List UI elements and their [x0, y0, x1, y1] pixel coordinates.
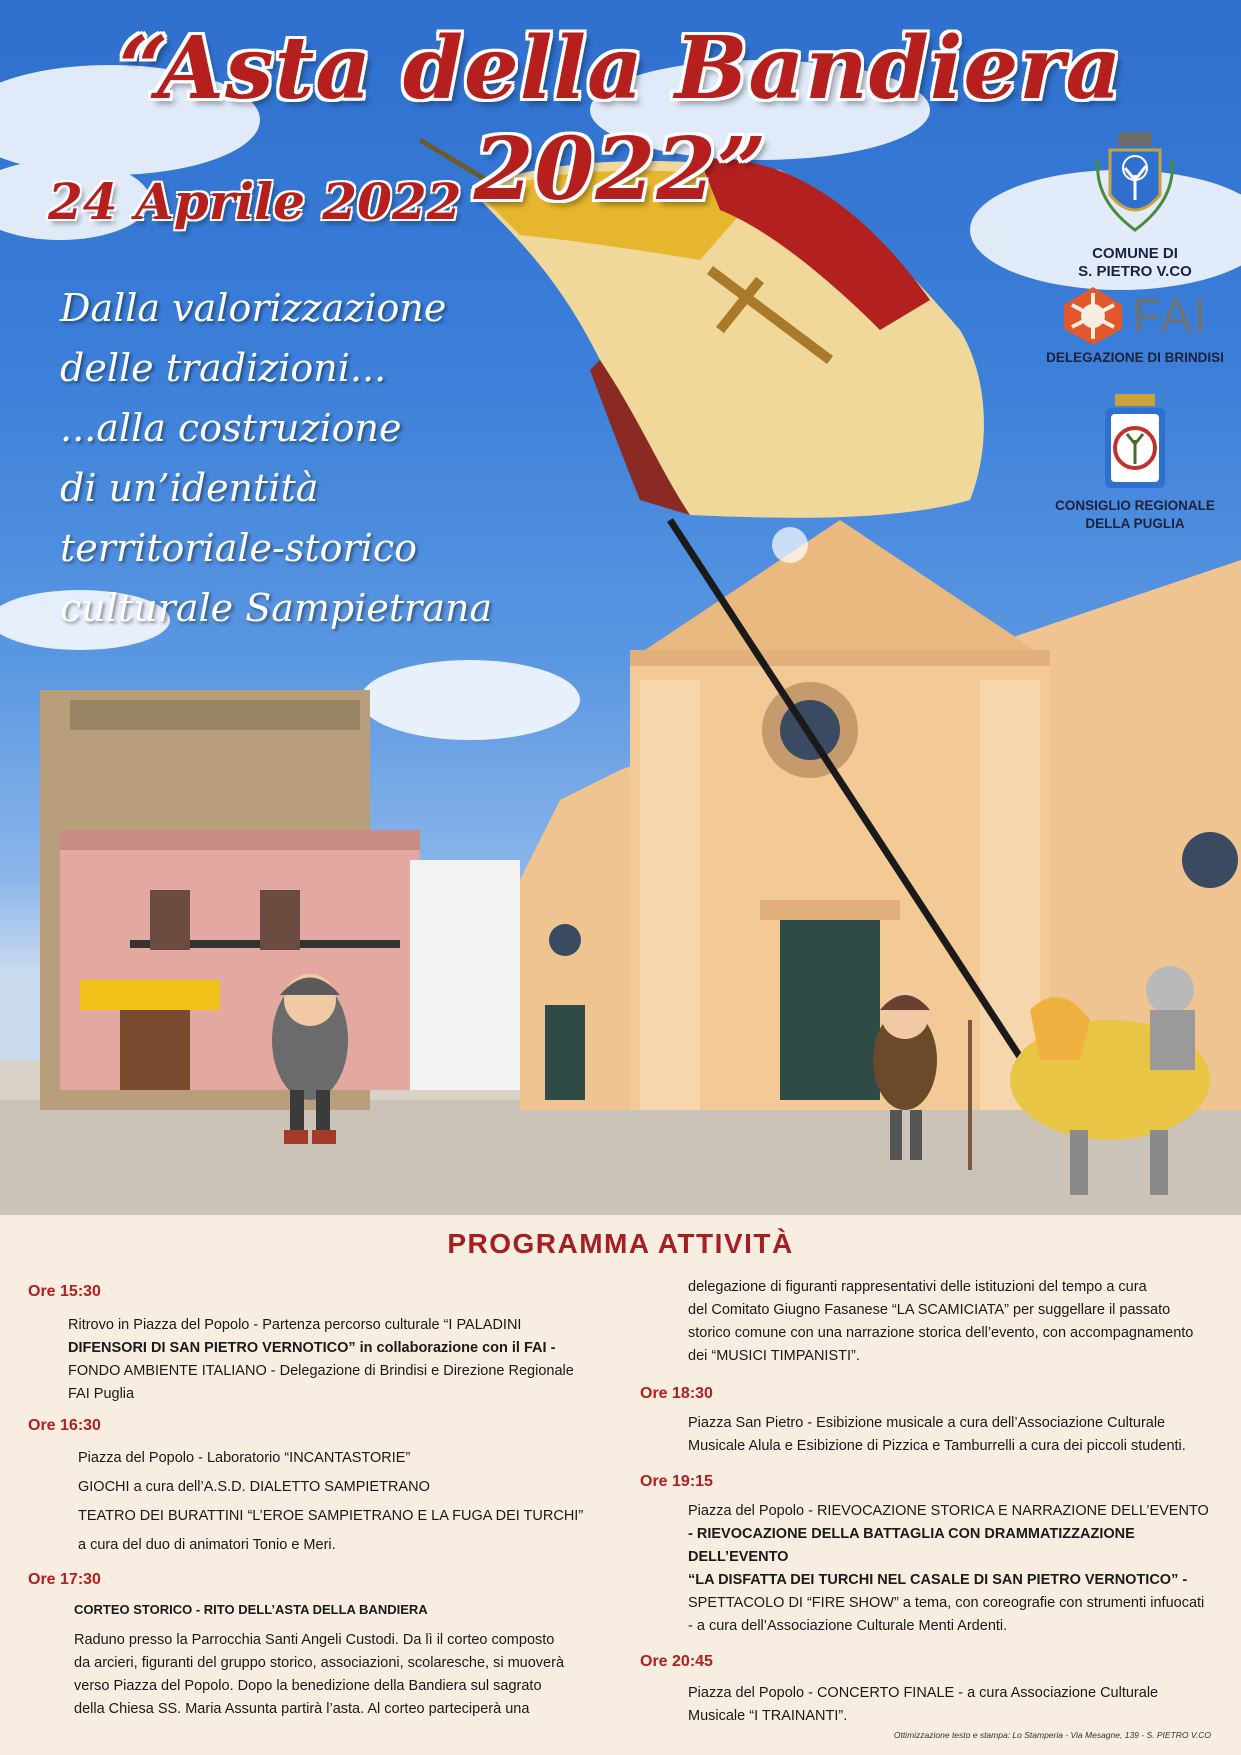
- schedule-time: Ore 18:30: [640, 1385, 713, 1402]
- schedule-line: delegazione di figuranti rappresentativi delle istituzioni del tempo a cura: [688, 1279, 1147, 1295]
- schedule-line: - RIEVOCAZIONE DELLA BATTAGLIA CON DRAMMATIZZAZIONE DELL’EVENTO: [688, 1526, 1135, 1565]
- schedule-line: - a cura dell’Associazione Culturale Menti Ardenti.: [688, 1618, 1008, 1634]
- schedule-line: GIOCHI a cura dell’A.S.D. DIALETTO SAMPIETRANO: [78, 1479, 430, 1495]
- schedule-line: del Comitato Giugno Fasanese “LA SCAMICIATA” per suggellare il passato: [688, 1302, 1171, 1318]
- schedule-item: [28, 1414, 608, 1560]
- tagline-line: Dalla valorizzazione: [60, 286, 447, 330]
- schedule-line: Ritrovo in Piazza del Popolo - Partenza percorso culturale “I PALADINI: [68, 1317, 522, 1333]
- program-right-column: [640, 1276, 1220, 1736]
- schedule-item: [640, 1470, 1220, 1638]
- schedule-line: FAI Puglia: [68, 1386, 135, 1402]
- schedule-line: Piazza del Popolo - CONCERTO FINALE - a cura Associazione Culturale: [688, 1685, 1159, 1701]
- white-building: [410, 860, 520, 1090]
- regione-logo-block: [1040, 392, 1230, 533]
- schedule-line: Piazza del Popolo - RIEVOCAZIONE STORICA E NARRAZIONE DELL’EVENTO: [688, 1503, 1209, 1519]
- fai-logo-block: [1040, 285, 1230, 367]
- regione-caption: CONSIGLIO REGIONALE DELLA PUGLIA: [1055, 498, 1215, 531]
- tagline-line: ...alla costruzione: [60, 406, 402, 450]
- comune-logo-block: [1040, 130, 1230, 281]
- schedule-time: Ore 16:30: [28, 1417, 101, 1434]
- schedule-line: Musicale “I TRAINANTI”.: [688, 1708, 848, 1724]
- schedule-line: CORTEO STORICO - RITO DELL’ASTA DELLA BANDIERA: [74, 1602, 428, 1617]
- fai-logo-icon: [1062, 285, 1124, 347]
- schedule-line: verso Piazza del Popolo. Dopo la benedizione della Bandiera sul sagrato: [74, 1678, 542, 1694]
- tagline-line: di un’identità: [60, 466, 319, 510]
- schedule-line: Piazza San Pietro - Esibizione musicale a cura dell’Associazione Culturale: [688, 1415, 1166, 1431]
- schedule-item: [28, 1280, 608, 1406]
- schedule-line: SPETTACOLO DI “FIRE SHOW” a tema, con coreografie con strumenti infuocati: [688, 1595, 1205, 1611]
- poster-title: “Asta della Bandiera 2022”: [118, 18, 1123, 220]
- schedule-continuation: [640, 1276, 1220, 1368]
- schedule-line: FONDO AMBIENTE ITALIANO - Delegazione di Brindisi e Direzione Regionale: [68, 1363, 574, 1379]
- regione-crest-icon: [1095, 392, 1175, 492]
- schedule-line: Piazza del Popolo - Laboratorio “INCANTASTORIE”: [78, 1450, 411, 1466]
- schedule-item: [28, 1568, 608, 1721]
- tagline-line: culturale Sampietrana: [60, 586, 493, 630]
- fai-caption: DELEGAZIONE DI BRINDISI: [1046, 350, 1224, 365]
- schedule-line: dei “MUSICI TIMPANISTI”.: [688, 1348, 860, 1364]
- schedule-line: “LA DISFATTA DEI TURCHI NEL CASALE DI SAN PIETRO VERNOTICO” -: [688, 1572, 1188, 1588]
- schedule-line: DIFENSORI DI SAN PIETRO VERNOTICO” in collaborazione con il FAI -: [68, 1340, 556, 1356]
- tagline: [60, 278, 580, 638]
- schedule-line: Raduno presso la Parrocchia Santi Angeli Custodi. Da lì il corteo composto: [74, 1632, 555, 1648]
- pink-building: [60, 830, 420, 1090]
- schedule-time: Ore 17:30: [28, 1571, 101, 1588]
- comune-crest-icon: [1090, 130, 1180, 240]
- schedule-time: Ore 20:45: [640, 1653, 713, 1670]
- schedule-line: storico comune con una narrazione storica dell’evento, con accompagnamento: [688, 1325, 1194, 1341]
- schedule-time: Ore 19:15: [640, 1473, 713, 1490]
- schedule-line: della Chiesa SS. Maria Assunta partirà l’asta. Al corteo parteciperà una: [74, 1701, 530, 1717]
- church-door: [780, 920, 880, 1100]
- schedule-line: da arcieri, figuranti del gruppo storico, associazioni, scolaresche, si muoverà: [74, 1655, 565, 1671]
- event-date: 24 Aprile 2022: [48, 172, 462, 231]
- fai-wordmark: FAI: [1132, 289, 1208, 343]
- schedule-item: [640, 1382, 1220, 1458]
- print-credit: Ottimizzazione testo e stampa: Lo Stamperia - Via Mesagne, 139 - S. PIETRO V.CO: [893, 1730, 1211, 1740]
- schedule-line: Musicale Alula e Esibizione di Pizzica e Tamburrelli a cura dei piccoli studenti.: [688, 1438, 1186, 1454]
- tagline-line: territoriale-storico: [60, 526, 417, 570]
- comune-caption: COMUNE DI S. PIETRO V.CO: [1078, 245, 1192, 280]
- tagline-line: delle tradizioni...: [60, 346, 387, 390]
- program-title: PROGRAMMA ATTIVITÀ: [447, 1228, 794, 1259]
- schedule-line: a cura del duo di animatori Tonio e Meri.: [78, 1537, 336, 1553]
- schedule-time: Ore 15:30: [28, 1283, 101, 1300]
- program-left-column: [28, 1280, 608, 1729]
- schedule-line: TEATRO DEI BURATTINI “L’EROE SAMPIETRANO E LA FUGA DEI TURCHI”: [78, 1508, 584, 1524]
- schedule-item: [640, 1650, 1220, 1728]
